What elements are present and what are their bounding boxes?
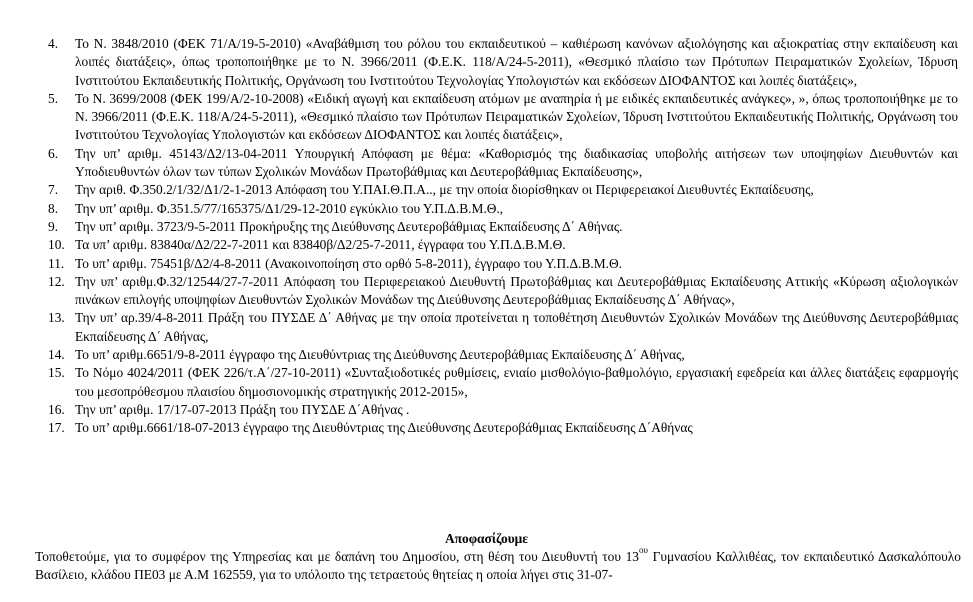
decision-text-after: Γυμνασίου Καλλιθέας, τον εκπαιδευτικό Δασκαλόπουλο Βασίλειο, κλάδου ΠΕ03 με Α.Μ 162559, για το υπόλοιπο της τετραετούς θητείας η οποία λήγει στις 31-07- [35, 549, 961, 583]
list-item-text: Την υπ’ αριθμ.Φ.32/12544/27-7-2011 Απόφαση του Περιφερειακού Διευθυντή Πρωτοβάθμιας και Δευτεροβάθμιας Εκπαίδευσης Αττικής «Κύρωση αξιολογικών πινάκων επιλογής υποψηφίων Διευθυντών Σχολικών Μονάδων της Διεύθυνσης Δευτεροβάθμιας Εκπαίδευσης Δ΄ Αθήνας», [75, 273, 958, 308]
list-item-number: 9. [48, 218, 59, 234]
list-item-text: Την αριθ. Φ.350.2/1/32/Δ1/2-1-2013 Απόφαση του Υ.ΠΑΙ.Θ.Π.Α.., με την οποία διορίσθηκαν οι Περιφερειακοί Διευθυντές Εκπαίδευσης, [75, 182, 814, 198]
list-item-number: 16. [48, 401, 65, 417]
list-item [0, 309, 973, 346]
list-item-number: 11. [48, 255, 65, 271]
list-item-text: Την υπ’ αριθμ. 17/17-07-2013 Πράξη του ΠΥΣΔΕ Δ΄Αθήνας . [75, 401, 410, 417]
list-item-text: Την υπ’ αριθμ. 45143/Δ2/13-04-2011 Υπουργική Απόφαση με θέμα: «Καθορισμός της διαδικασίας υποβολής αιτήσεων των υποψηφίων Διευθυντών και Υποδιευθυντών όλων των τύπων Σχολικών Μονάδων Πρωτοβάθμιας και Δευτεροβάθμιας Εκπαίδευσης», [75, 145, 958, 180]
list-item [0, 273, 973, 310]
list-item-number: 4. [48, 36, 59, 51]
list-item-number: 7. [48, 182, 59, 198]
list-item-number: 15. [48, 365, 65, 381]
list-item [0, 181, 973, 199]
considerations-list [0, 35, 973, 438]
list-item-number: 17. [48, 420, 65, 436]
list-item-text: Το υπ’ αριθμ. 75451β/Δ2/4-8-2011 (Ανακοινοποίηση στο ορθό 5-8-2011), έγγραφο του Υ.Π.Δ.Β.Μ.Θ. [75, 255, 622, 271]
list-item [0, 419, 973, 437]
list-item-number: 12. [48, 273, 65, 289]
list-item-number: 8. [48, 200, 59, 216]
list-item [0, 346, 973, 364]
list-item [0, 35, 973, 90]
decision-heading: Αποφασίζουμε [445, 531, 528, 546]
list-item-text: Το Ν. 3699/2008 (ΦΕΚ 199/Α/2-10-2008) «Ειδική αγωγή και εκπαίδευση ατόμων με αναπηρία ή με ειδικές εκπαιδευτικές ανάγκες», », όπως τροποποιήθηκε με το Ν. 3966/2011 (Φ.Ε.Κ. 118/Α/24-5-2011), «Θεσμικό πλαίσιο των Πρότυπων Πειραματικών Σχολείων, Ίδρυση Ινστιτούτου Εκπαιδευτικής Πολιτικής, Οργάνωση του Ινστιτούτου Τεχνολογίας Υπολογιστών και εκδόσεων ΔΙΟΦΑΝΤΟΣ και λοιπές διατάξεις», [75, 90, 958, 143]
list-item [0, 255, 973, 273]
list-item-text: Το υπ’ αριθμ.6661/18-07-2013 έγγραφο της Διευθύντριας της Διεύθυνσης Δευτεροβάθμιας Εκπαίδευσης Δ΄Αθήνας [75, 420, 693, 436]
list-item [0, 90, 973, 145]
list-item [0, 200, 973, 218]
list-item-number: 10. [48, 237, 65, 253]
list-item-number: 6. [48, 145, 59, 161]
ordinal-superscript: ου [638, 544, 648, 555]
list-item-text: Την υπ’ αρ.39/4-8-2011 Πράξη του ΠΥΣΔΕ Δ΄ Αθήνας με την οποία προτείνεται η τοποθέτηση Διευθυντών Σχολικών Μονάδων της Διεύθυνσης Δευτεροβάθμιας Εκπαίδευσης Δ΄ Αθήνας, [75, 310, 958, 344]
decision-paragraph [35, 544, 961, 585]
list-item-text: Το Νόμο 4024/2011 (ΦΕΚ 226/τ.Α΄/27-10-2011) «Συνταξιοδοτικές ρυθμίσεις, ενιαίο μισθολόγιο-βαθμολόγιο, εργασιακή εφεδρεία και άλλες διατάξεις εφαρμογής του μεσοπρόθεσμου πλαισίου δημοσιονομικής στρατηγικής 2012-2015», [75, 365, 958, 399]
list-item-text: Το Ν. 3848/2010 (ΦΕΚ 71/Α/19-5-2010) «Αναβάθμιση του ρόλου του εκπαιδευτικού – καθιέρωση κανόνων αξιολόγησης και αξιοκρατίας στην εκπαίδευση και λοιπές διατάξεις», όπως τροποποιήθηκε με το Ν. 3966/2011 (Φ.Ε.Κ. 118/Α/24-5-2011), «Θεσμικό πλαίσιο των Πρότυπων Πειραματικών Σχολείων, Ίδρυση Ινστιτούτου Εκπαιδευτικής Πολιτικής, Οργάνωση του Ινστιτούτου Τεχνολογίας Υπολογιστών και εκδόσεων ΔΙΟΦΑΝΤΟΣ και λοιπές διατάξεις», [75, 36, 958, 88]
list-item-text: Τα υπ’ αριθμ. 83840α/Δ2/22-7-2011 και 83840β/Δ2/25-7-2011, έγγραφα του Υ.Π.Δ.Β.Μ.Θ. [75, 237, 566, 253]
list-item-text: Το υπ’ αριθμ.6651/9-8-2011 έγγραφο της Διευθύντριας της Διεύθυνσης Δευτεροβάθμιας Εκπαίδευσης Δ΄ Αθήνας, [75, 347, 685, 363]
list-item-number: 14. [48, 347, 65, 363]
list-item-number: 5. [48, 90, 59, 106]
list-item [0, 364, 973, 401]
list-item-text: Την υπ’ αριθμ. 3723/9-5-2011 Προκήρυξης της Διεύθυνσης Δευτεροβάθμιας Εκπαίδευσης Δ΄ Αθήνας. [75, 218, 623, 234]
list-item-text: Την υπ’ αριθμ. Φ.351.5/77/165375/Δ1/29-12-2010 εγκύκλιο του Υ.Π.Δ.Β.Μ.Θ., [75, 200, 504, 216]
decision-text-before: Τοποθετούμε, για το συμφέρον της Υπηρεσίας και με δαπάνη του Δημοσίου, στη θέση του Διευθυντή του 13 [35, 549, 639, 564]
list-item [0, 218, 973, 236]
list-item [0, 236, 973, 254]
list-item-number: 13. [48, 310, 65, 326]
list-item [0, 145, 973, 182]
list-item [0, 401, 973, 419]
